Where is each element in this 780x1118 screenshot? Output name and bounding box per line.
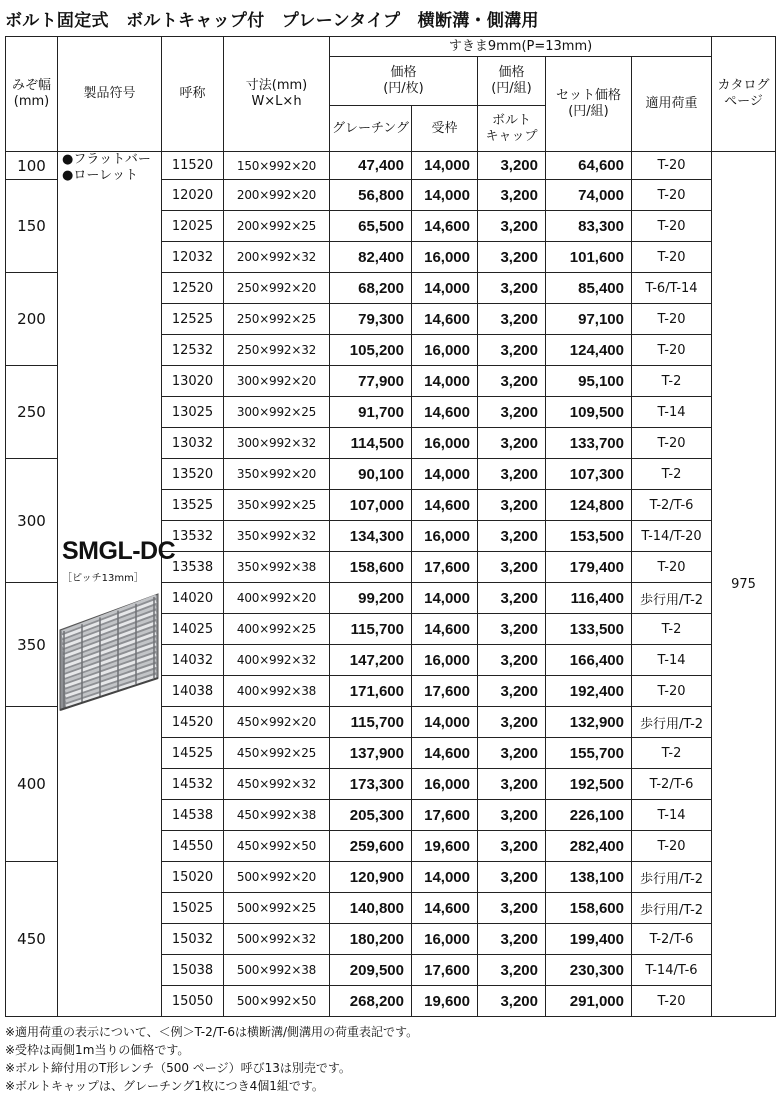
- dimension-cell: 300×992×32: [224, 428, 330, 459]
- grating-price-cell: 134,300: [330, 521, 412, 552]
- load-cell: T-2/T-6: [632, 490, 712, 521]
- bolt-cap-price-cell: 3,200: [478, 428, 546, 459]
- load-cell: T-2: [632, 614, 712, 645]
- feature-flat-bar: ●フラットバー: [62, 152, 151, 167]
- set-price-cell: 124,800: [546, 490, 632, 521]
- bolt-cap-price-cell: 3,200: [478, 738, 546, 769]
- load-cell: T-2: [632, 738, 712, 769]
- bolt-cap-price-cell: 3,200: [478, 304, 546, 335]
- load-cell: T-2/T-6: [632, 769, 712, 800]
- nominal-cell: 12525: [162, 304, 224, 335]
- frame-price-cell: 14,000: [412, 180, 478, 211]
- set-price-cell: 116,400: [546, 583, 632, 614]
- header-grating: グレーチング: [330, 106, 412, 152]
- nominal-cell: 12532: [162, 335, 224, 366]
- nominal-cell: 13538: [162, 552, 224, 583]
- page-title: ボルト固定式 ボルトキャップ付 プレーンタイプ 横断溝・側溝用: [5, 11, 539, 31]
- nominal-cell: 14550: [162, 831, 224, 862]
- nominal-cell: 15020: [162, 862, 224, 893]
- set-price-cell: 166,400: [546, 645, 632, 676]
- header-price-per-set-group: 価格 (円/組): [478, 57, 546, 106]
- grating-price-cell: 90,100: [330, 459, 412, 490]
- grating-price-cell: 115,700: [330, 614, 412, 645]
- bolt-cap-price-cell: 3,200: [478, 614, 546, 645]
- grating-price-cell: 158,600: [330, 552, 412, 583]
- dimension-cell: 200×992×20: [224, 180, 330, 211]
- load-cell: T-6/T-14: [632, 273, 712, 304]
- dimension-cell: 450×992×25: [224, 738, 330, 769]
- dimension-cell: 500×992×50: [224, 986, 330, 1017]
- nominal-cell: 13520: [162, 459, 224, 490]
- load-cell: T-20: [632, 152, 712, 180]
- header-price-per-sheet: 価格 (円/枚): [330, 57, 478, 106]
- frame-price-cell: 16,000: [412, 521, 478, 552]
- width-cell: 300: [6, 459, 58, 583]
- bolt-cap-price-cell: 3,200: [478, 211, 546, 242]
- bolt-cap-price-cell: 3,200: [478, 831, 546, 862]
- load-cell: T-20: [632, 335, 712, 366]
- frame-price-cell: 14,000: [412, 273, 478, 304]
- set-price-cell: 85,400: [546, 273, 632, 304]
- set-price-cell: 138,100: [546, 862, 632, 893]
- bolt-cap-price-cell: 3,200: [478, 152, 546, 180]
- width-cell: 450: [6, 862, 58, 1017]
- load-cell: T-20: [632, 242, 712, 273]
- frame-price-cell: 14,600: [412, 211, 478, 242]
- dimension-cell: 350×992×38: [224, 552, 330, 583]
- grating-price-cell: 209,500: [330, 955, 412, 986]
- dimension-cell: 400×992×20: [224, 583, 330, 614]
- dimension-cell: 300×992×20: [224, 366, 330, 397]
- header-nominal: 呼称: [162, 37, 224, 152]
- set-price-cell: 282,400: [546, 831, 632, 862]
- load-cell: T-20: [632, 986, 712, 1017]
- nominal-cell: 13525: [162, 490, 224, 521]
- grating-price-cell: 91,700: [330, 397, 412, 428]
- feature-knurled: ●ローレット: [62, 168, 138, 183]
- note-line: ※ボルト締付用のT形レンチ（500 ページ）呼び13は別売です。: [5, 1061, 351, 1075]
- header-frame: 受枠: [412, 106, 478, 152]
- set-price-cell: 179,400: [546, 552, 632, 583]
- frame-price-cell: 16,000: [412, 242, 478, 273]
- set-price-cell: 226,100: [546, 800, 632, 831]
- bolt-cap-price-cell: 3,200: [478, 366, 546, 397]
- bolt-cap-price-cell: 3,200: [478, 769, 546, 800]
- nominal-cell: 15032: [162, 924, 224, 955]
- set-price-cell: 95,100: [546, 366, 632, 397]
- set-price-cell: 74,000: [546, 180, 632, 211]
- catalog-page-cell: 975: [712, 152, 776, 1017]
- frame-price-cell: 19,600: [412, 831, 478, 862]
- note-line: ※受枠は両側1m当りの価格です。: [5, 1043, 190, 1057]
- nominal-cell: 13032: [162, 428, 224, 459]
- dimension-cell: 250×992×20: [224, 273, 330, 304]
- bolt-cap-price-cell: 3,200: [478, 707, 546, 738]
- bolt-cap-price-cell: 3,200: [478, 924, 546, 955]
- grating-price-cell: 140,800: [330, 893, 412, 924]
- set-price-cell: 199,400: [546, 924, 632, 955]
- frame-price-cell: 14,000: [412, 366, 478, 397]
- load-cell: T-2: [632, 366, 712, 397]
- load-cell: T-20: [632, 552, 712, 583]
- set-price-cell: 133,700: [546, 428, 632, 459]
- nominal-cell: 13025: [162, 397, 224, 428]
- nominal-cell: 12032: [162, 242, 224, 273]
- bolt-cap-price-cell: 3,200: [478, 397, 546, 428]
- width-cell: 400: [6, 707, 58, 862]
- load-cell: T-14/T-6: [632, 955, 712, 986]
- load-cell: T-2: [632, 459, 712, 490]
- dimension-cell: 250×992×32: [224, 335, 330, 366]
- grating-price-cell: 180,200: [330, 924, 412, 955]
- grating-price-cell: 137,900: [330, 738, 412, 769]
- dimension-cell: 500×992×38: [224, 955, 330, 986]
- set-price-cell: 107,300: [546, 459, 632, 490]
- width-cell: 200: [6, 273, 58, 366]
- set-price-cell: 101,600: [546, 242, 632, 273]
- bolt-cap-price-cell: 3,200: [478, 273, 546, 304]
- frame-price-cell: 14,600: [412, 738, 478, 769]
- set-price-cell: 133,500: [546, 614, 632, 645]
- notes: [5, 1023, 418, 1095]
- nominal-cell: 14038: [162, 676, 224, 707]
- grating-price-cell: 171,600: [330, 676, 412, 707]
- table-body: [6, 152, 776, 1017]
- note-line: ※適用荷重の表示について、＜例＞T-2/T-6は横断溝/側溝用の荷重表記です。: [5, 1025, 419, 1039]
- dimension-cell: 350×992×25: [224, 490, 330, 521]
- dimension-cell: 350×992×32: [224, 521, 330, 552]
- price-table: [5, 36, 776, 1017]
- load-cell: T-20: [632, 180, 712, 211]
- load-cell: 歩行用/T-2: [632, 583, 712, 614]
- nominal-cell: 14032: [162, 645, 224, 676]
- set-price-cell: 192,400: [546, 676, 632, 707]
- frame-price-cell: 16,000: [412, 645, 478, 676]
- bolt-cap-price-cell: 3,200: [478, 862, 546, 893]
- grating-price-cell: 82,400: [330, 242, 412, 273]
- set-price-cell: 124,400: [546, 335, 632, 366]
- set-price-cell: 291,000: [546, 986, 632, 1017]
- dimension-cell: 450×992×50: [224, 831, 330, 862]
- frame-price-cell: 14,000: [412, 583, 478, 614]
- grating-price-cell: 99,200: [330, 583, 412, 614]
- load-cell: T-20: [632, 428, 712, 459]
- load-cell: T-20: [632, 211, 712, 242]
- product-cell: [58, 152, 176, 1017]
- grating-price-cell: 173,300: [330, 769, 412, 800]
- nominal-cell: 15050: [162, 986, 224, 1017]
- grating-price-cell: 120,900: [330, 862, 412, 893]
- nominal-cell: 15025: [162, 893, 224, 924]
- header-catalog: カタログ ページ: [712, 37, 776, 152]
- series-name: SMGL-DC: [62, 537, 176, 565]
- load-cell: 歩行用/T-2: [632, 707, 712, 738]
- nominal-cell: 11520: [162, 152, 224, 180]
- bolt-cap-price-cell: 3,200: [478, 800, 546, 831]
- frame-price-cell: 14,600: [412, 304, 478, 335]
- frame-price-cell: 17,600: [412, 955, 478, 986]
- header-gap: すきま9mm(P=13mm): [330, 37, 712, 57]
- frame-price-cell: 16,000: [412, 769, 478, 800]
- grating-price-cell: 114,500: [330, 428, 412, 459]
- bolt-cap-price-cell: 3,200: [478, 583, 546, 614]
- bolt-cap-price-cell: 3,200: [478, 955, 546, 986]
- load-cell: T-2/T-6: [632, 924, 712, 955]
- nominal-cell: 13020: [162, 366, 224, 397]
- bolt-cap-price-cell: 3,200: [478, 180, 546, 211]
- grating-price-cell: 68,200: [330, 273, 412, 304]
- header-set-price: セット価格 (円/組): [546, 57, 632, 152]
- load-cell: 歩行用/T-2: [632, 862, 712, 893]
- dimension-cell: 350×992×20: [224, 459, 330, 490]
- set-price-cell: 158,600: [546, 893, 632, 924]
- dimension-cell: 200×992×32: [224, 242, 330, 273]
- grating-price-cell: 65,500: [330, 211, 412, 242]
- load-cell: T-14/T-20: [632, 521, 712, 552]
- dimension-cell: 450×992×38: [224, 800, 330, 831]
- set-price-cell: 192,500: [546, 769, 632, 800]
- grating-price-cell: 259,600: [330, 831, 412, 862]
- nominal-cell: 14520: [162, 707, 224, 738]
- set-price-cell: 97,100: [546, 304, 632, 335]
- grating-price-cell: 268,200: [330, 986, 412, 1017]
- nominal-cell: 12025: [162, 211, 224, 242]
- load-cell: T-14: [632, 645, 712, 676]
- dimension-cell: 450×992×20: [224, 707, 330, 738]
- dimension-cell: 400×992×38: [224, 676, 330, 707]
- nominal-cell: 15038: [162, 955, 224, 986]
- grating-price-cell: 79,300: [330, 304, 412, 335]
- bolt-cap-price-cell: 3,200: [478, 490, 546, 521]
- grating-price-cell: 115,700: [330, 707, 412, 738]
- bolt-cap-price-cell: 3,200: [478, 645, 546, 676]
- bolt-cap-price-cell: 3,200: [478, 986, 546, 1017]
- grating-price-cell: 47,400: [330, 152, 412, 180]
- set-price-cell: 109,500: [546, 397, 632, 428]
- load-cell: T-20: [632, 304, 712, 335]
- header-width: みぞ幅 (mm): [6, 37, 58, 152]
- header-load: 適用荷重: [632, 57, 712, 152]
- header-bolt-cap: ボルト キャップ: [478, 106, 546, 152]
- set-price-cell: 132,900: [546, 707, 632, 738]
- bolt-cap-price-cell: 3,200: [478, 242, 546, 273]
- frame-price-cell: 17,600: [412, 676, 478, 707]
- dimension-cell: 400×992×25: [224, 614, 330, 645]
- dimension-cell: 150×992×20: [224, 152, 330, 180]
- frame-price-cell: 14,000: [412, 707, 478, 738]
- frame-price-cell: 17,600: [412, 552, 478, 583]
- bolt-cap-price-cell: 3,200: [478, 335, 546, 366]
- set-price-cell: 153,500: [546, 521, 632, 552]
- bolt-cap-price-cell: 3,200: [478, 893, 546, 924]
- set-price-cell: 230,300: [546, 955, 632, 986]
- nominal-cell: 14525: [162, 738, 224, 769]
- grating-price-cell: 107,000: [330, 490, 412, 521]
- frame-price-cell: 16,000: [412, 335, 478, 366]
- set-price-cell: 83,300: [546, 211, 632, 242]
- frame-price-cell: 14,000: [412, 862, 478, 893]
- steel-grating-image: [58, 590, 160, 712]
- load-cell: 歩行用/T-2: [632, 893, 712, 924]
- dimension-cell: 250×992×25: [224, 304, 330, 335]
- set-price-cell: 155,700: [546, 738, 632, 769]
- note-line: ※ボルトキャップは、グレーチング1枚につき4個1組です。: [5, 1079, 324, 1093]
- frame-price-cell: 19,600: [412, 986, 478, 1017]
- dimension-cell: 400×992×32: [224, 645, 330, 676]
- bolt-cap-price-cell: 3,200: [478, 521, 546, 552]
- nominal-cell: 13532: [162, 521, 224, 552]
- frame-price-cell: 16,000: [412, 924, 478, 955]
- bolt-cap-price-cell: 3,200: [478, 459, 546, 490]
- frame-price-cell: 14,600: [412, 893, 478, 924]
- width-cell: 150: [6, 180, 58, 273]
- load-cell: T-14: [632, 800, 712, 831]
- grating-price-cell: 147,200: [330, 645, 412, 676]
- dimension-cell: 300×992×25: [224, 397, 330, 428]
- load-cell: T-20: [632, 831, 712, 862]
- width-cell: 100: [6, 152, 58, 180]
- load-cell: T-14: [632, 397, 712, 428]
- load-cell: T-20: [632, 676, 712, 707]
- frame-price-cell: 14,000: [412, 152, 478, 180]
- set-price-cell: 64,600: [546, 152, 632, 180]
- bolt-cap-price-cell: 3,200: [478, 552, 546, 583]
- nominal-cell: 12520: [162, 273, 224, 304]
- header-product-code: 製品符号: [58, 37, 162, 152]
- nominal-cell: 12020: [162, 180, 224, 211]
- dimension-cell: 500×992×25: [224, 893, 330, 924]
- table-row: [6, 152, 776, 180]
- frame-price-cell: 14,000: [412, 459, 478, 490]
- grating-price-cell: 56,800: [330, 180, 412, 211]
- dimension-cell: 450×992×32: [224, 769, 330, 800]
- nominal-cell: 14020: [162, 583, 224, 614]
- bolt-cap-price-cell: 3,200: [478, 676, 546, 707]
- pitch-label: ［ピッチ13mm］: [62, 573, 144, 584]
- nominal-cell: 14532: [162, 769, 224, 800]
- grating-price-cell: 205,300: [330, 800, 412, 831]
- frame-price-cell: 17,600: [412, 800, 478, 831]
- width-cell: 250: [6, 366, 58, 459]
- frame-price-cell: 14,600: [412, 614, 478, 645]
- frame-price-cell: 14,600: [412, 490, 478, 521]
- grating-price-cell: 77,900: [330, 366, 412, 397]
- grating-price-cell: 105,200: [330, 335, 412, 366]
- nominal-cell: 14538: [162, 800, 224, 831]
- width-cell: 350: [6, 583, 58, 707]
- nominal-cell: 14025: [162, 614, 224, 645]
- frame-price-cell: 14,600: [412, 397, 478, 428]
- dimension-cell: 500×992×20: [224, 862, 330, 893]
- dimension-cell: 200×992×25: [224, 211, 330, 242]
- frame-price-cell: 16,000: [412, 428, 478, 459]
- dimension-cell: 500×992×32: [224, 924, 330, 955]
- header-dimensions: 寸法(mm) W×L×h: [224, 37, 330, 152]
